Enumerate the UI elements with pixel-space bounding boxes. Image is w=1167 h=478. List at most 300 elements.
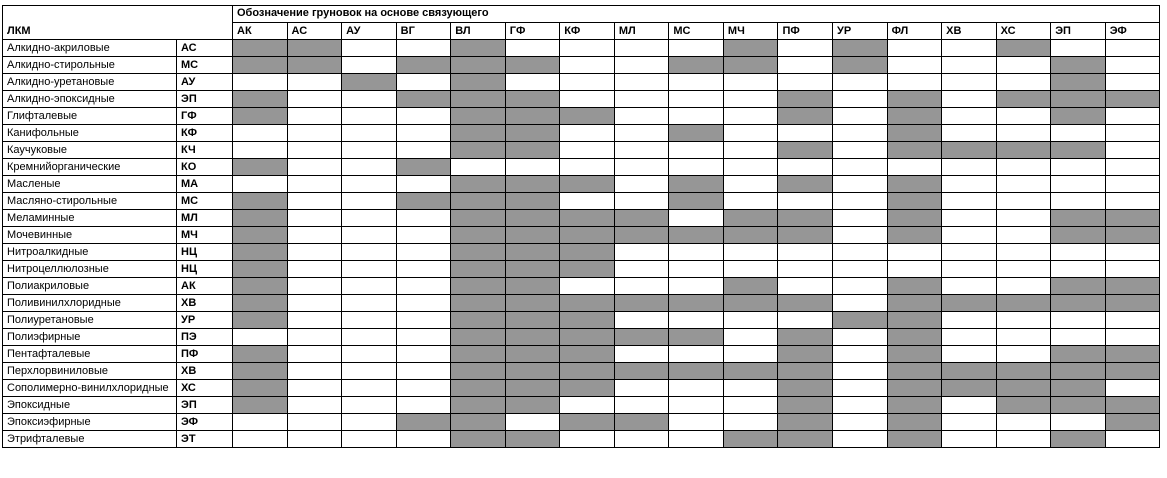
grid-cell-empty — [942, 124, 997, 141]
grid-cell-empty — [233, 141, 288, 158]
grid-cell-filled — [1051, 430, 1106, 447]
grid-cell-empty — [996, 260, 1051, 277]
table-row — [3, 294, 1160, 311]
grid-cell-empty — [996, 158, 1051, 175]
grid-cell-empty — [287, 294, 342, 311]
grid-cell-filled — [560, 260, 615, 277]
grid-cell-empty — [1105, 379, 1160, 396]
grid-cell-empty — [1051, 311, 1106, 328]
grid-cell-filled — [451, 430, 506, 447]
grid-cell-empty — [233, 73, 288, 90]
row-material-name: Мочевинные — [3, 226, 177, 243]
grid-cell-filled — [942, 141, 997, 158]
grid-cell-empty — [833, 158, 888, 175]
grid-cell-filled — [887, 226, 942, 243]
grid-cell-filled — [505, 294, 560, 311]
grid-cell-filled — [396, 413, 451, 430]
grid-cell-empty — [560, 39, 615, 56]
grid-cell-empty — [778, 192, 833, 209]
grid-cell-empty — [1105, 107, 1160, 124]
grid-cell-empty — [833, 379, 888, 396]
grid-cell-filled — [451, 277, 506, 294]
grid-cell-empty — [833, 90, 888, 107]
grid-cell-filled — [560, 379, 615, 396]
grid-cell-empty — [996, 345, 1051, 362]
grid-cell-empty — [1105, 243, 1160, 260]
grid-cell-filled — [887, 141, 942, 158]
grid-cell-empty — [996, 226, 1051, 243]
grid-cell-empty — [287, 396, 342, 413]
grid-cell-empty — [1051, 175, 1106, 192]
grid-cell-empty — [342, 56, 397, 73]
grid-cell-empty — [778, 124, 833, 141]
table-row — [3, 413, 1160, 430]
grid-cell-filled — [669, 294, 724, 311]
grid-cell-empty — [1105, 430, 1160, 447]
grid-cell-filled — [778, 90, 833, 107]
grid-cell-empty — [669, 141, 724, 158]
grid-cell-filled — [233, 379, 288, 396]
grid-cell-filled — [451, 345, 506, 362]
grid-cell-empty — [396, 260, 451, 277]
grid-cell-empty — [996, 192, 1051, 209]
grid-cell-filled — [505, 345, 560, 362]
grid-cell-empty — [778, 243, 833, 260]
grid-cell-filled — [996, 141, 1051, 158]
row-material-name: Нитроцеллюлозные — [3, 260, 177, 277]
grid-cell-empty — [942, 345, 997, 362]
grid-cell-filled — [451, 260, 506, 277]
grid-cell-empty — [887, 39, 942, 56]
grid-cell-filled — [451, 209, 506, 226]
grid-cell-empty — [942, 209, 997, 226]
grid-cell-empty — [833, 175, 888, 192]
grid-cell-filled — [1051, 294, 1106, 311]
grid-cell-filled — [233, 56, 288, 73]
grid-cell-empty — [669, 379, 724, 396]
grid-cell-empty — [342, 379, 397, 396]
row-material-name: Полиуретановые — [3, 311, 177, 328]
grid-cell-empty — [942, 260, 997, 277]
grid-cell-empty — [996, 277, 1051, 294]
grid-cell-empty — [342, 209, 397, 226]
grid-cell-empty — [614, 311, 669, 328]
grid-cell-empty — [560, 430, 615, 447]
grid-cell-empty — [1105, 328, 1160, 345]
grid-cell-empty — [560, 158, 615, 175]
grid-cell-empty — [942, 158, 997, 175]
grid-cell-filled — [1051, 362, 1106, 379]
grid-cell-empty — [723, 107, 778, 124]
grid-cell-empty — [342, 141, 397, 158]
grid-cell-empty — [614, 141, 669, 158]
grid-cell-empty — [942, 328, 997, 345]
grid-cell-filled — [723, 226, 778, 243]
table-row — [3, 107, 1160, 124]
grid-cell-empty — [614, 430, 669, 447]
grid-cell-filled — [560, 294, 615, 311]
grid-cell-empty — [505, 73, 560, 90]
grid-cell-empty — [778, 260, 833, 277]
grid-cell-empty — [614, 260, 669, 277]
grid-cell-filled — [833, 39, 888, 56]
grid-cell-filled — [1051, 73, 1106, 90]
grid-cell-empty — [451, 158, 506, 175]
grid-cell-filled — [887, 396, 942, 413]
grid-cell-empty — [396, 226, 451, 243]
grid-cell-empty — [942, 277, 997, 294]
grid-cell-filled — [451, 90, 506, 107]
row-material-code: НЦ — [177, 260, 233, 277]
table-row — [3, 226, 1160, 243]
grid-cell-filled — [396, 56, 451, 73]
grid-cell-filled — [723, 39, 778, 56]
grid-cell-empty — [560, 90, 615, 107]
grid-cell-empty — [996, 243, 1051, 260]
grid-cell-empty — [833, 277, 888, 294]
grid-cell-filled — [396, 90, 451, 107]
grid-cell-filled — [233, 260, 288, 277]
grid-cell-empty — [287, 328, 342, 345]
grid-cell-empty — [614, 39, 669, 56]
grid-cell-filled — [1105, 413, 1160, 430]
grid-cell-filled — [233, 226, 288, 243]
grid-cell-empty — [1051, 192, 1106, 209]
grid-cell-filled — [887, 209, 942, 226]
grid-cell-empty — [723, 379, 778, 396]
grid-cell-empty — [287, 243, 342, 260]
row-material-name: Каучуковые — [3, 141, 177, 158]
grid-cell-filled — [451, 243, 506, 260]
grid-cell-empty — [669, 209, 724, 226]
grid-cell-empty — [396, 175, 451, 192]
grid-cell-empty — [342, 345, 397, 362]
row-material-code: УР — [177, 311, 233, 328]
grid-cell-empty — [723, 192, 778, 209]
grid-cell-empty — [723, 396, 778, 413]
grid-cell-empty — [396, 294, 451, 311]
grid-cell-empty — [723, 158, 778, 175]
grid-cell-empty — [505, 413, 560, 430]
grid-cell-empty — [614, 379, 669, 396]
row-material-code: МЛ — [177, 209, 233, 226]
grid-cell-filled — [505, 362, 560, 379]
grid-cell-filled — [1105, 226, 1160, 243]
grid-cell-filled — [887, 379, 942, 396]
grid-cell-empty — [1105, 141, 1160, 158]
grid-cell-empty — [396, 243, 451, 260]
lkm-label: ЛКМ — [3, 22, 233, 39]
row-material-code: ПФ — [177, 345, 233, 362]
grid-cell-filled — [505, 243, 560, 260]
grid-cell-empty — [887, 243, 942, 260]
header-codes-row — [3, 22, 1160, 39]
grid-cell-empty — [942, 243, 997, 260]
grid-cell-empty — [614, 277, 669, 294]
grid-cell-filled — [451, 413, 506, 430]
grid-cell-empty — [996, 73, 1051, 90]
grid-cell-filled — [778, 328, 833, 345]
grid-cell-filled — [778, 175, 833, 192]
grid-cell-filled — [451, 175, 506, 192]
grid-cell-empty — [778, 56, 833, 73]
grid-cell-filled — [505, 175, 560, 192]
grid-cell-empty — [396, 311, 451, 328]
grid-cell-filled — [287, 39, 342, 56]
grid-cell-filled — [451, 56, 506, 73]
grid-cell-empty — [396, 209, 451, 226]
grid-cell-empty — [778, 311, 833, 328]
row-material-code: КФ — [177, 124, 233, 141]
grid-cell-filled — [669, 175, 724, 192]
column-header: ХС — [996, 22, 1051, 39]
grid-cell-empty — [505, 39, 560, 56]
grid-cell-empty — [669, 277, 724, 294]
grid-cell-filled — [1051, 379, 1106, 396]
grid-cell-filled — [669, 56, 724, 73]
grid-cell-filled — [996, 294, 1051, 311]
grid-cell-empty — [342, 294, 397, 311]
grid-cell-filled — [233, 209, 288, 226]
grid-cell-empty — [396, 141, 451, 158]
grid-cell-filled — [505, 107, 560, 124]
grid-cell-empty — [669, 243, 724, 260]
row-material-code: АУ — [177, 73, 233, 90]
grid-cell-filled — [560, 243, 615, 260]
grid-cell-filled — [723, 362, 778, 379]
grid-cell-empty — [614, 90, 669, 107]
grid-cell-empty — [1105, 192, 1160, 209]
grid-cell-empty — [560, 192, 615, 209]
grid-cell-empty — [1105, 260, 1160, 277]
grid-cell-empty — [942, 430, 997, 447]
grid-cell-filled — [451, 124, 506, 141]
grid-cell-empty — [1051, 124, 1106, 141]
grid-cell-filled — [505, 141, 560, 158]
header-title-row — [3, 6, 1160, 23]
table-row — [3, 56, 1160, 73]
row-material-name: Полиакриловые — [3, 277, 177, 294]
grid-cell-empty — [233, 328, 288, 345]
grid-cell-filled — [505, 226, 560, 243]
column-header: ГФ — [505, 22, 560, 39]
grid-cell-empty — [287, 141, 342, 158]
grid-cell-filled — [723, 56, 778, 73]
row-material-name: Пентафталевые — [3, 345, 177, 362]
grid-cell-filled — [942, 379, 997, 396]
grid-cell-empty — [342, 260, 397, 277]
grid-cell-filled — [505, 396, 560, 413]
grid-cell-empty — [942, 413, 997, 430]
row-material-code: НЦ — [177, 243, 233, 260]
grid-cell-empty — [287, 379, 342, 396]
row-material-name: Масляно-стирольные — [3, 192, 177, 209]
grid-cell-filled — [778, 107, 833, 124]
grid-cell-empty — [233, 430, 288, 447]
column-header: МЧ — [723, 22, 778, 39]
grid-cell-empty — [723, 311, 778, 328]
table-row — [3, 175, 1160, 192]
grid-cell-empty — [778, 39, 833, 56]
grid-cell-filled — [1105, 345, 1160, 362]
row-material-name: Эпоксиэфирные — [3, 413, 177, 430]
column-header: ЭП — [1051, 22, 1106, 39]
table-row — [3, 90, 1160, 107]
grid-cell-empty — [287, 192, 342, 209]
row-material-name: Полиэфирные — [3, 328, 177, 345]
row-material-name: Канифольные — [3, 124, 177, 141]
row-material-code: АС — [177, 39, 233, 56]
grid-cell-filled — [887, 345, 942, 362]
grid-cell-empty — [1105, 56, 1160, 73]
grid-cell-filled — [1051, 209, 1106, 226]
grid-cell-filled — [833, 56, 888, 73]
grid-cell-filled — [451, 192, 506, 209]
grid-cell-empty — [887, 73, 942, 90]
grid-cell-empty — [996, 328, 1051, 345]
grid-cell-empty — [342, 158, 397, 175]
grid-cell-empty — [833, 294, 888, 311]
grid-cell-filled — [505, 430, 560, 447]
grid-cell-empty — [833, 243, 888, 260]
grid-cell-filled — [560, 345, 615, 362]
grid-cell-filled — [451, 73, 506, 90]
grid-cell-filled — [451, 311, 506, 328]
grid-cell-filled — [1105, 362, 1160, 379]
grid-cell-filled — [778, 226, 833, 243]
grid-cell-empty — [1105, 158, 1160, 175]
grid-cell-filled — [451, 226, 506, 243]
grid-cell-filled — [1051, 345, 1106, 362]
grid-cell-empty — [396, 396, 451, 413]
row-material-code: КЧ — [177, 141, 233, 158]
grid-cell-empty — [833, 345, 888, 362]
grid-cell-empty — [233, 413, 288, 430]
grid-cell-filled — [233, 192, 288, 209]
grid-cell-filled — [996, 90, 1051, 107]
table-title: Обозначение груновок на основе связующего — [233, 6, 1160, 23]
grid-cell-filled — [1051, 90, 1106, 107]
grid-cell-empty — [833, 396, 888, 413]
grid-cell-empty — [396, 379, 451, 396]
grid-cell-empty — [396, 73, 451, 90]
grid-cell-empty — [833, 430, 888, 447]
grid-cell-empty — [1105, 311, 1160, 328]
column-header: ФЛ — [887, 22, 942, 39]
grid-cell-empty — [723, 260, 778, 277]
grid-cell-empty — [342, 328, 397, 345]
grid-cell-empty — [614, 175, 669, 192]
grid-cell-empty — [996, 430, 1051, 447]
row-material-code: ХС — [177, 379, 233, 396]
grid-cell-empty — [342, 413, 397, 430]
grid-cell-empty — [942, 90, 997, 107]
column-header: АС — [287, 22, 342, 39]
table-row — [3, 260, 1160, 277]
header-blank-cell — [3, 6, 233, 23]
grid-cell-filled — [451, 39, 506, 56]
grid-cell-filled — [451, 362, 506, 379]
column-header: АУ — [342, 22, 397, 39]
grid-cell-empty — [669, 345, 724, 362]
grid-cell-filled — [614, 209, 669, 226]
grid-cell-empty — [996, 56, 1051, 73]
grid-cell-filled — [451, 379, 506, 396]
grid-cell-filled — [505, 90, 560, 107]
grid-cell-empty — [669, 107, 724, 124]
grid-cell-empty — [1105, 124, 1160, 141]
grid-cell-empty — [287, 226, 342, 243]
column-header: ВЛ — [451, 22, 506, 39]
grid-cell-empty — [833, 209, 888, 226]
grid-cell-empty — [942, 175, 997, 192]
grid-cell-filled — [396, 158, 451, 175]
row-material-name: Сополимерно-винилхлоридные — [3, 379, 177, 396]
grid-cell-empty — [342, 226, 397, 243]
grid-cell-empty — [723, 243, 778, 260]
grid-cell-empty — [287, 107, 342, 124]
row-material-code: ЭП — [177, 396, 233, 413]
grid-cell-filled — [996, 39, 1051, 56]
grid-cell-filled — [723, 277, 778, 294]
grid-cell-empty — [614, 73, 669, 90]
grid-cell-empty — [942, 73, 997, 90]
grid-cell-filled — [505, 311, 560, 328]
grid-cell-empty — [287, 175, 342, 192]
grid-cell-filled — [451, 107, 506, 124]
grid-cell-empty — [505, 158, 560, 175]
grid-cell-empty — [287, 158, 342, 175]
grid-cell-filled — [505, 277, 560, 294]
column-header: ВГ — [396, 22, 451, 39]
row-material-code: ЭФ — [177, 413, 233, 430]
grid-cell-empty — [833, 124, 888, 141]
grid-cell-filled — [1051, 226, 1106, 243]
grid-cell-filled — [233, 396, 288, 413]
grid-cell-filled — [614, 226, 669, 243]
grid-cell-filled — [1105, 209, 1160, 226]
grid-cell-empty — [614, 192, 669, 209]
grid-cell-empty — [778, 73, 833, 90]
grid-cell-filled — [778, 294, 833, 311]
grid-cell-empty — [614, 56, 669, 73]
grid-cell-empty — [942, 192, 997, 209]
grid-cell-filled — [1051, 277, 1106, 294]
grid-cell-empty — [669, 39, 724, 56]
grid-cell-empty — [996, 209, 1051, 226]
grid-cell-empty — [996, 124, 1051, 141]
grid-cell-filled — [723, 209, 778, 226]
grid-cell-filled — [887, 192, 942, 209]
grid-cell-filled — [505, 124, 560, 141]
grid-cell-empty — [396, 345, 451, 362]
grid-cell-filled — [996, 396, 1051, 413]
grid-cell-filled — [833, 311, 888, 328]
grid-cell-filled — [233, 311, 288, 328]
grid-cell-empty — [560, 277, 615, 294]
grid-cell-filled — [887, 107, 942, 124]
grid-cell-filled — [451, 141, 506, 158]
grid-cell-empty — [942, 56, 997, 73]
grid-cell-empty — [287, 73, 342, 90]
table-row — [3, 192, 1160, 209]
grid-cell-filled — [505, 192, 560, 209]
grid-cell-empty — [723, 124, 778, 141]
grid-cell-empty — [287, 362, 342, 379]
table-row — [3, 73, 1160, 90]
grid-cell-filled — [451, 294, 506, 311]
column-header: УР — [833, 22, 888, 39]
